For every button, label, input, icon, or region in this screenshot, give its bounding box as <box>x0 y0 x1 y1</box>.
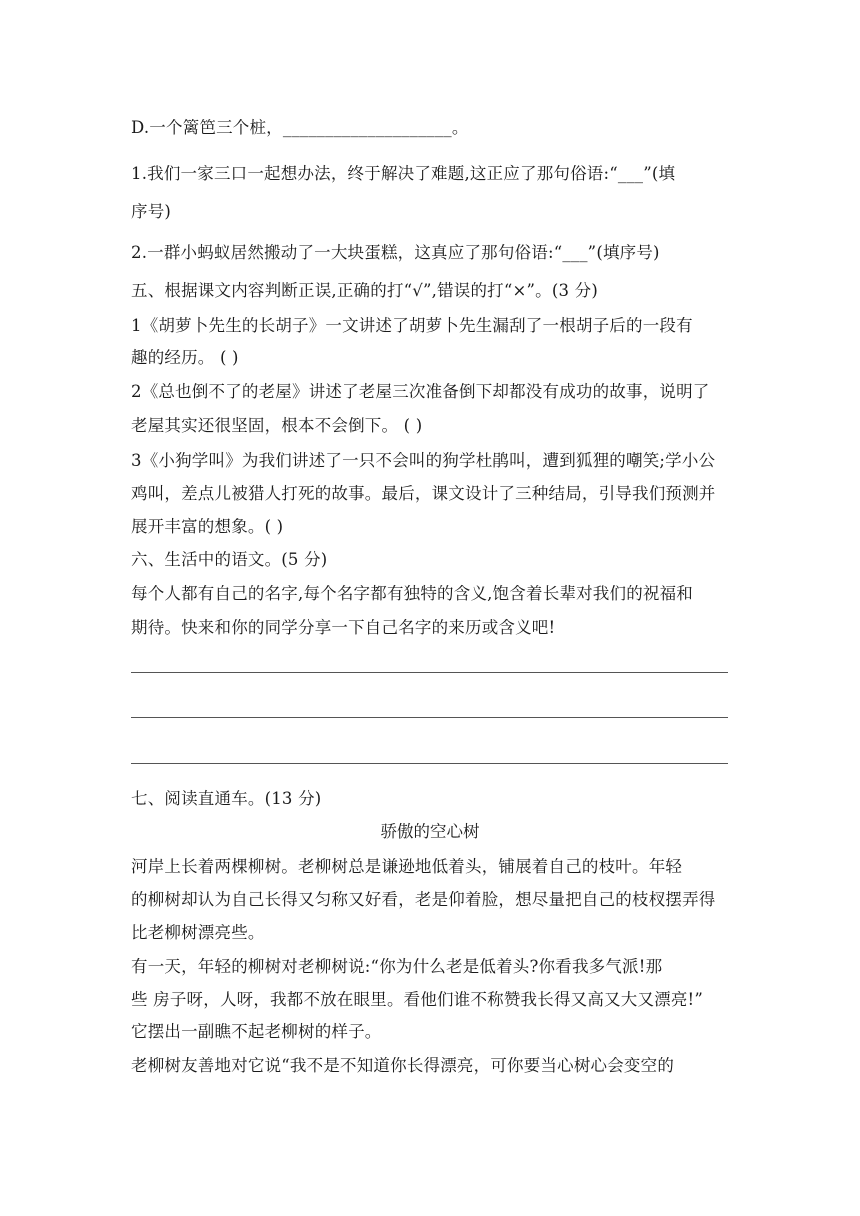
story-p2-line-1: 有一天，年轻的柳树对老柳树说:“你为什么老是低着头?你看我多气派!那 <box>131 957 663 976</box>
story-p1-line-1: 河岸上长着两棵柳树。老柳树总是谦逊地低着头，铺展着自己的枝叶。年轻 <box>131 857 683 876</box>
section-5-heading: 五、根据课文内容判断正误,正确的打“√”,错误的打“×”。(3 分) <box>131 281 598 300</box>
judge-2-line-1: 2《总也倒不了的老屋》讲述了老屋三次准备倒下却都没有成功的故事，说明了 <box>131 382 710 401</box>
answer-line-2 <box>131 717 728 718</box>
story-p1-line-2: 的柳树却认为自己长得又匀称又好看，老是仰着脸，想尽量把自己的枝杈摆弄得 <box>131 890 716 909</box>
section-6-prompt-line-1: 每个人都有自己的名字,每个名字都有独特的含义,饱含着长辈对我们的祝福和 <box>131 584 693 603</box>
question-2: 2.一群小蚂蚁居然搬动了一大块蛋糕，这真应了那句俗语:“___”(填序号) <box>131 243 660 262</box>
story-p1-line-3: 比老柳树漂亮些。 <box>131 923 265 942</box>
story-p2-line-3: 它摆出一副瞧不起老柳树的样子。 <box>131 1022 382 1041</box>
judge-2-line-2: 老屋其实还很坚固，根本不会倒下。 ( ) <box>131 416 423 435</box>
judge-3-line-2: 鸡叫，差点儿被猎人打死的故事。最后，课文设计了三种结局，引导我们预测并 <box>131 484 716 503</box>
section-6-prompt-line-2: 期待。快来和你的同学分享一下自己名字的来历或含义吧! <box>131 618 556 637</box>
judge-3-line-1: 3《小狗学叫》为我们讲述了一只不会叫的狗学杜鹃叫，遭到狐狸的嘲笑;学小公 <box>131 451 716 470</box>
section-7-heading: 七、阅读直通车。(13 分) <box>131 789 322 808</box>
section-6-heading: 六、生活中的语文。(5 分) <box>131 550 328 569</box>
answer-line-1 <box>131 672 728 673</box>
story-p3-line-1: 老柳树友善地对它说“我不是不知道你长得漂亮，可你要当心树心会变空的 <box>131 1056 675 1075</box>
story-title: 骄傲的空心树 <box>380 822 480 841</box>
question-1-line-2: 序号) <box>131 202 172 221</box>
judge-1-line-2: 趣的经历。 ( ) <box>131 348 239 367</box>
judge-3-line-3: 展开丰富的想象。( ) <box>131 517 284 536</box>
judge-1-line-1: 1《胡萝卜先生的长胡子》一文讲述了胡萝卜先生漏刮了一根胡子后的一段有 <box>131 316 693 335</box>
story-p2-line-2: 些 房子呀，人呀，我都不放在眼里。看他们谁不称赞我长得又高又大又漂亮!” <box>131 990 704 1009</box>
answer-line-3 <box>131 763 728 764</box>
option-d: D.一个篱笆三个桩，____________________。 <box>131 118 469 137</box>
question-1-line-1: 1.我们一家三口一起想办法，终于解决了难题,这正应了那句俗语:“___”(填 <box>131 164 676 183</box>
